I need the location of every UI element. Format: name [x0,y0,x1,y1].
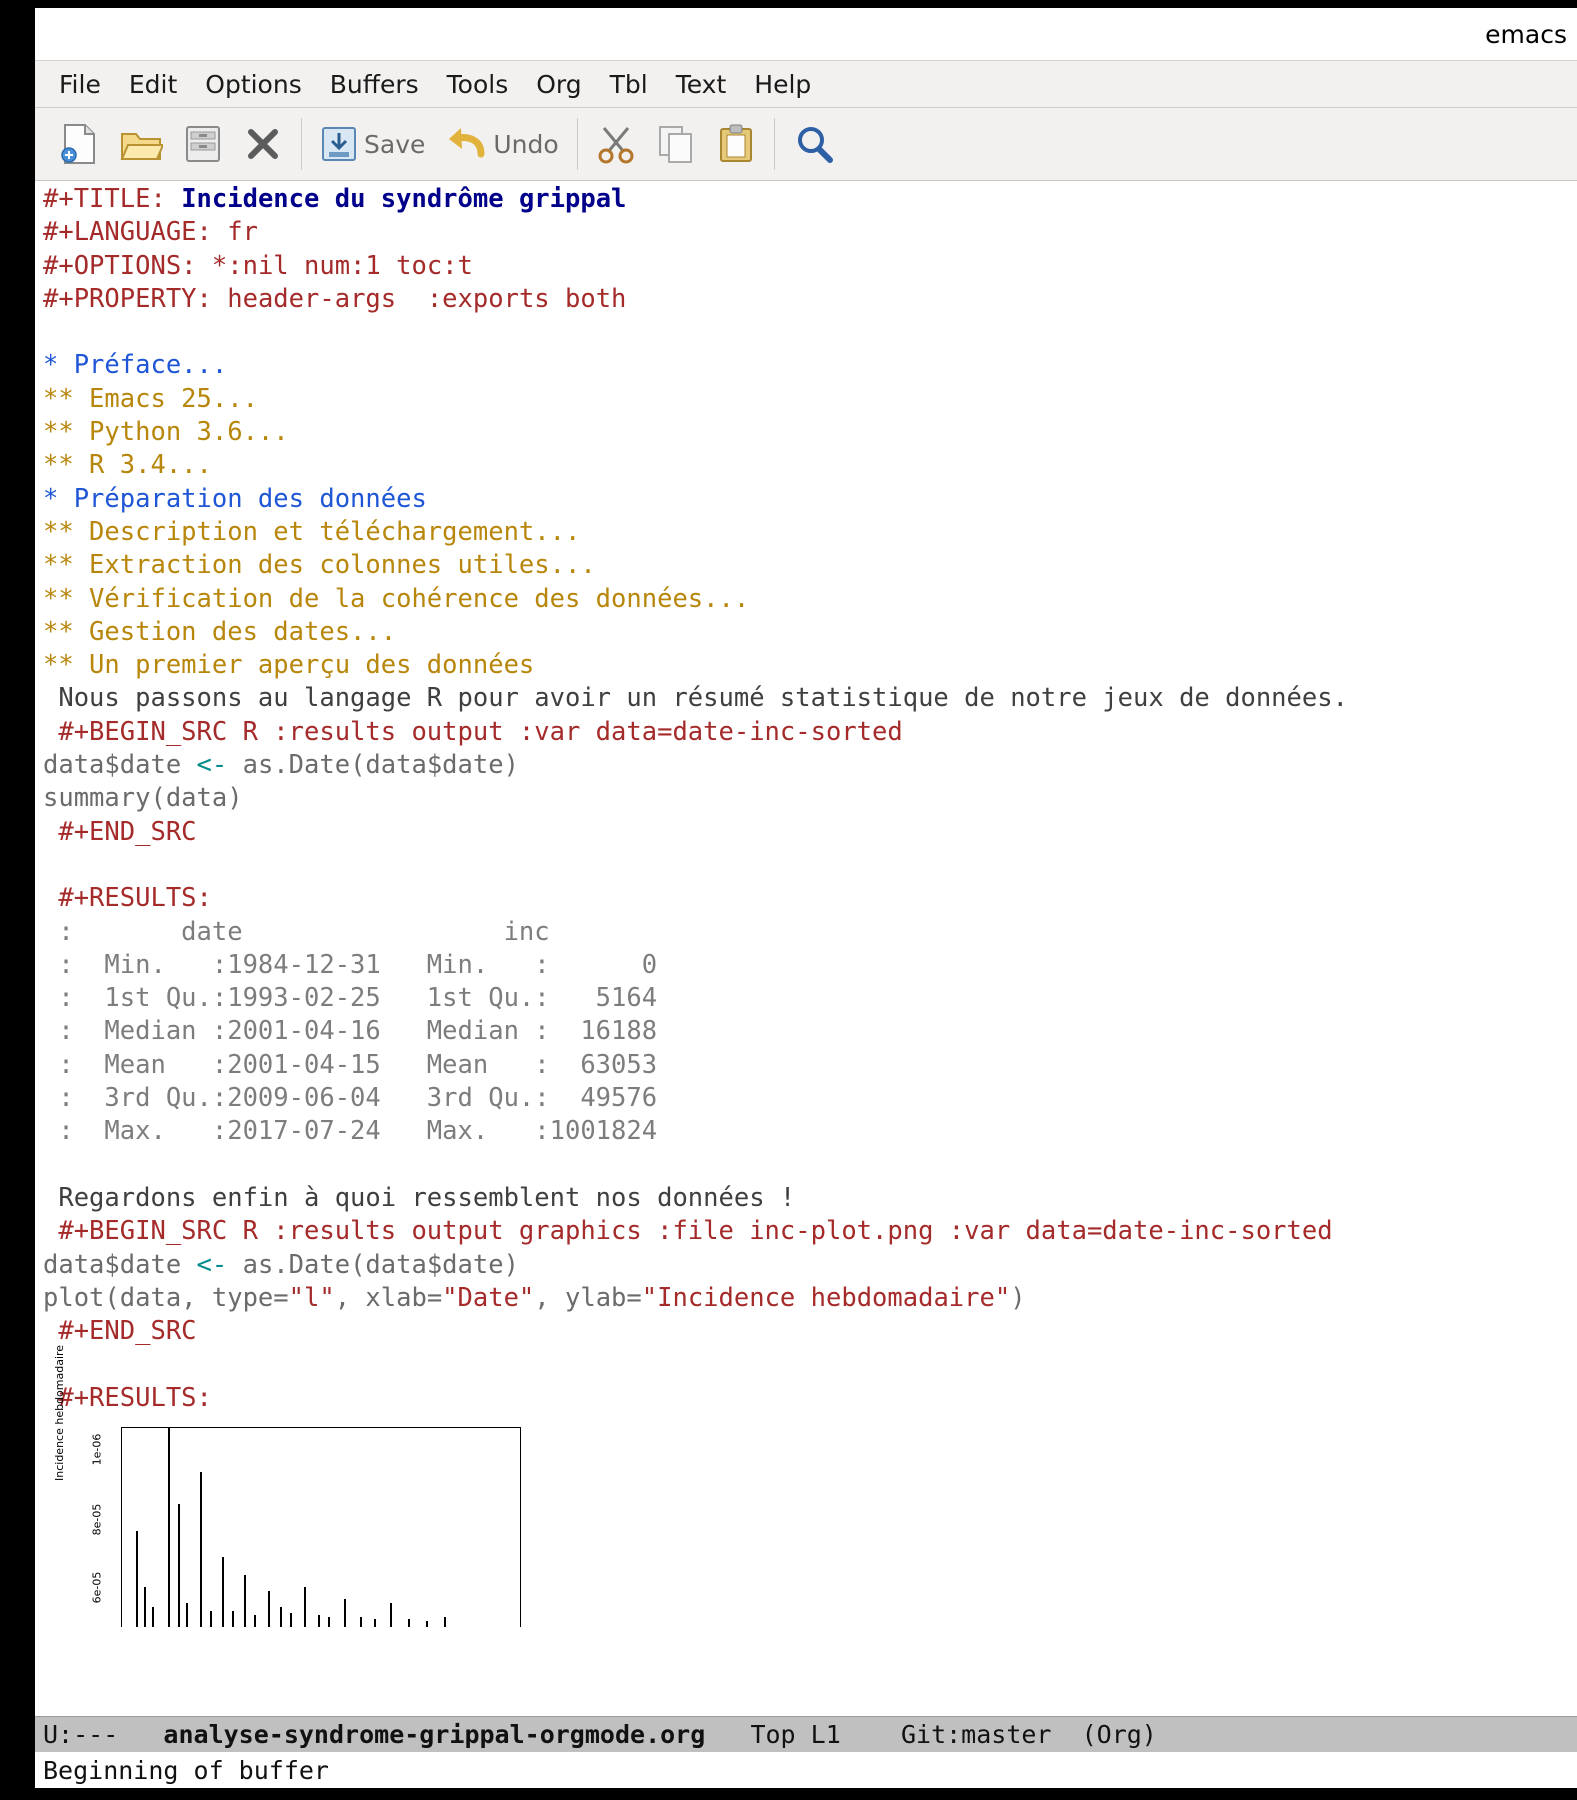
heading-apercu[interactable]: ** Un premier aperçu des données [43,650,535,681]
menu-org[interactable]: Org [536,69,582,99]
echo-message: Beginning of buffer [43,1755,329,1785]
plot-ytick-1: 8e-05 [90,1503,104,1536]
heading-python[interactable]: ** Python 3.6... [43,417,289,448]
menu-edit[interactable]: Edit [128,69,178,99]
plot-ytick-0: 1e-06 [90,1433,104,1466]
save-button[interactable] [310,116,435,172]
open-file-button[interactable] [109,116,173,172]
heading-verification[interactable]: ** Vérification de la cohérence des données... [43,583,750,614]
new-file-button[interactable] [49,116,109,172]
menu-text[interactable]: Text [675,69,727,99]
src-end-1: #+END_SRC [43,816,197,847]
echo-area [35,1752,1577,1788]
result-line-3rdqu: : 3rd Qu.:2009-06-04 3rd Qu.: 49576 [43,1083,658,1114]
window-titlebar [35,8,1577,60]
menu-help[interactable]: Help [754,69,812,99]
paragraph-plot-intro: Regardons enfin à quoi ressemblent nos données ! [43,1182,796,1213]
result-line-1stqu: : 1st Qu.:1993-02-25 1st Qu.: 5164 [43,983,658,1014]
modeline-buffer-name: analyse-syndrome-grippal-orgmode.org [163,1720,706,1749]
heading-r[interactable]: ** R 3.4... [43,450,212,481]
dired-button[interactable] [173,116,233,172]
modeline-vc: Git:master [900,1720,1052,1749]
clipboard-icon [716,123,756,165]
scissors-icon [596,124,636,164]
blank-line-2 [35,849,1577,882]
menu-buffers[interactable]: Buffers [329,69,419,99]
toolbar-separator-3 [774,118,775,170]
results-keyword-2: #+RESULTS: [43,1382,212,1413]
blank-line-3 [35,1149,1577,1182]
undo-button[interactable] [435,116,568,172]
result-line-median: : Median :2001-04-16 Median : 16188 [43,1016,658,1047]
code-line-4: plot(data, type="l", xlab="Date", ylab="Incidence hebdomadaire") [43,1282,1026,1313]
result-line-mean: : Mean :2001-04-15 Mean : 63053 [43,1049,658,1080]
cut-button[interactable] [586,116,646,172]
doc-title: Incidence du syndrôme grippal [181,184,627,214]
code-line-3: data$date <- as.Date(data$date) [43,1249,519,1280]
src-end-2: #+END_SRC [43,1316,197,1347]
menu-tbl[interactable]: Tbl [609,69,648,99]
code-line-2: summary(data) [43,783,243,814]
heading-preparation[interactable]: * Préparation des données [43,483,427,514]
toolbar-separator-2 [577,118,578,170]
result-line-max: : Max. :2017-07-24 Max. :1001824 [43,1116,658,1147]
heading-extraction[interactable]: ** Extraction des colonnes utiles... [43,550,596,581]
plot-ylabel: Incidence hebdomadaire [53,1344,66,1481]
heading-dates[interactable]: ** Gestion des dates... [43,616,397,647]
copy-button[interactable] [646,116,706,172]
modeline-status: U:--- [43,1720,119,1749]
undo-button-label: Undo [493,129,559,159]
plot-panel [121,1427,521,1627]
src-begin-1: #+BEGIN_SRC R :results output :var data=date-inc-sorted [43,716,903,747]
paragraph-intro-r: Nous passons au langage R pour avoir un résumé statistique de notre jeux de données. [43,683,1348,714]
save-button-label: Save [364,129,426,159]
result-line-header: : date inc [43,916,550,947]
org-keyword-property: #+PROPERTY: header-args :exports both [43,283,627,314]
modeline-position: Top L1 [750,1720,841,1749]
close-buffer-button[interactable] [233,116,293,172]
menu-tools[interactable]: Tools [446,69,509,99]
heading-description[interactable]: ** Description et téléchargement... [43,516,581,547]
menu-file[interactable]: File [59,69,101,99]
copy-icon [656,123,696,165]
save-icon [320,124,358,164]
result-line-min: : Min. :1984-12-31 Min. : 0 [43,949,658,980]
folder-icon [119,122,163,166]
new-file-icon [59,122,99,166]
org-keyword-language: #+LANGUAGE: fr [43,217,258,248]
search-icon [793,123,835,165]
blank-line [35,316,1577,349]
emacs-window [35,8,1577,1788]
heading-preface[interactable]: * Préface... [43,350,228,381]
src-begin-2: #+BEGIN_SRC R :results output graphics :file inc-plot.png :var data=date-inc-sorted [43,1216,1333,1247]
window-title: emacs [1485,19,1567,49]
close-icon [243,124,283,164]
plot-ytick-2: 6e-05 [90,1571,104,1604]
code-line-1: data$date <- as.Date(data$date) [43,750,519,781]
paste-button[interactable] [706,116,766,172]
menu-bar [35,60,1577,108]
org-keyword-title: #+TITLE: Incidence du syndrôme grippal [43,184,627,214]
tool-bar [35,108,1577,181]
mode-line[interactable] [35,1716,1577,1752]
archive-icon [183,122,223,166]
text-buffer[interactable] [35,183,1577,1703]
undo-icon [445,124,487,164]
org-keyword-options: #+OPTIONS: *:nil num:1 toc:t [43,250,473,281]
heading-emacs[interactable]: ** Emacs 25... [43,383,258,414]
menu-options[interactable]: Options [205,69,302,99]
modeline-major-mode: (Org) [1081,1720,1157,1749]
results-keyword-1: #+RESULTS: [43,883,212,914]
plot-y-axis [91,1421,117,1636]
search-button[interactable] [783,116,845,172]
blank-line-4 [35,1348,1577,1381]
toolbar-separator-1 [301,118,302,170]
